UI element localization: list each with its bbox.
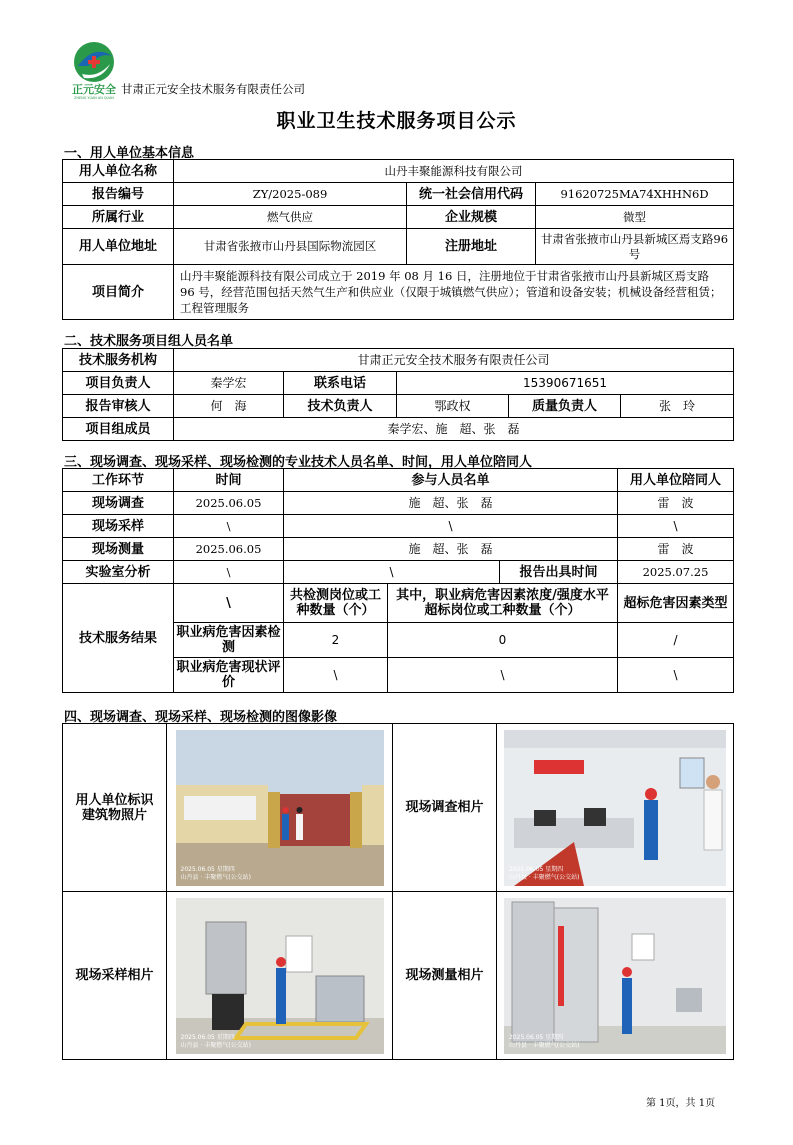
report-date-label: 报告出具时间: [500, 561, 618, 584]
company-logo: [68, 40, 120, 100]
tech-lead: 鄂政权: [397, 395, 509, 418]
survey-photo-cell: [497, 724, 734, 892]
escort: \: [618, 515, 734, 538]
sampling-photo-label: 现场采样相片: [63, 892, 167, 1060]
people: 施 超、张 磊: [284, 538, 618, 561]
result-label: 技术服务结果: [63, 584, 174, 693]
result-item: 职业病危害因素检测: [174, 623, 284, 658]
address-label: 用人单位地址: [63, 229, 174, 265]
company-header-name: 甘肃正元安全技术服务有限责任公司: [121, 82, 305, 96]
time: 2025.06.05: [174, 492, 284, 515]
project-summary: 山丹丰聚能源科技有限公司成立于 2019 年 08 月 16 日，注册地位于甘肃省张掖市山丹县新城区焉支路 96 号，经营范围包括天然气生产和供应业（仅限于城镇燃气供应）；管道和设备安装；机械设备经营租赁；工程管理服务: [174, 265, 734, 320]
org-label: 技术服务机构: [63, 349, 174, 372]
section3-heading: 三、现场调查、现场采样、现场检测的专业技术人员名单、时间，用人单位陪同人: [64, 455, 533, 470]
section2-heading: 二、技术服务项目组人员名单: [64, 334, 234, 349]
scale: 微型: [536, 206, 734, 229]
result-head-blank: \: [174, 584, 284, 623]
measure-photo: [504, 898, 726, 1054]
report-no-label: 报告编号: [63, 183, 174, 206]
logo-text: 正元安全: [72, 83, 116, 96]
measure-photo-label: 现场测量相片: [393, 892, 497, 1060]
sampling-photo-cell: [167, 892, 393, 1060]
summary-label: 项目简介: [63, 265, 174, 320]
photo-date-stamp: 2025.06.05 星期四: [509, 1033, 564, 1041]
photo-place-stamp: 山丹县 · 丰聚燃气(公交站): [180, 1041, 251, 1049]
result-type: \: [618, 658, 734, 693]
unit-info-table: [62, 159, 734, 320]
photo-date-stamp: 2025.06.05 星期四: [509, 865, 564, 873]
col-people: 参与人员名单: [284, 469, 618, 492]
result-item: 职业病危害现状评价: [174, 658, 284, 693]
people: 施 超、张 磊: [284, 492, 618, 515]
result-head-exceed: 其中，职业病危害因素浓度/强度水平超标岗位或工种数量（个）: [388, 584, 618, 623]
photo-date-stamp: 2025.06.05 星期四: [180, 1033, 235, 1041]
lab-label: 实验室分析: [63, 561, 174, 584]
time: 2025.06.05: [174, 538, 284, 561]
credit-code-label: 统一社会信用代码: [407, 183, 536, 206]
building-photo-cell: [167, 724, 393, 892]
building-photo: [176, 730, 384, 886]
result-head-count: 共检测岗位或工种数量（个）: [284, 584, 388, 623]
lab-people: \: [284, 561, 500, 584]
people: \: [284, 515, 618, 538]
industry: 燃气供应: [174, 206, 407, 229]
unit-name-label: 用人单位名称: [63, 160, 174, 183]
table-row: [63, 492, 734, 515]
stage: 现场测量: [63, 538, 174, 561]
report-no: ZY/2025-089: [174, 183, 407, 206]
result-exceed: 0: [388, 623, 618, 658]
address: 甘肃省张掖市山丹县国际物流园区: [174, 229, 407, 265]
survey-photo-label: 现场调查相片: [393, 724, 497, 892]
escort: 雷 波: [618, 538, 734, 561]
scale-label: 企业规模: [407, 206, 536, 229]
reg-address: 甘肃省张掖市山丹县新城区焉支路96号: [536, 229, 734, 265]
sampling-photo: [176, 898, 384, 1054]
unit-name: 山丹丰聚能源科技有限公司: [174, 160, 734, 183]
fieldwork-table: [62, 468, 734, 693]
result-count: \: [284, 658, 388, 693]
stage: 现场调查: [63, 492, 174, 515]
leader-label: 项目负责人: [63, 372, 174, 395]
tech-lead-label: 技术负责人: [284, 395, 397, 418]
page-number: 第 1页，共 1页: [646, 1098, 716, 1109]
contact-phone: 15390671651: [397, 372, 734, 395]
phone-label: 联系电话: [284, 372, 397, 395]
members-label: 项目组成员: [63, 418, 174, 441]
logo-subtext: ZHENG YUAN AN QUAN: [74, 96, 114, 100]
industry-label: 所属行业: [63, 206, 174, 229]
table-row: [63, 515, 734, 538]
reg-address-label: 注册地址: [407, 229, 536, 265]
document-title: 职业卫生技术服务项目公示: [276, 110, 517, 132]
escort: 雷 波: [618, 492, 734, 515]
photo-date-stamp: 2025.06.05 星期四: [180, 865, 235, 873]
table-row: [63, 538, 734, 561]
result-exceed: \: [388, 658, 618, 693]
section1-heading: 一、用人单位基本信息: [64, 146, 195, 161]
lab-time: \: [174, 561, 284, 584]
stage: 现场采样: [63, 515, 174, 538]
reviewer-label: 报告审核人: [63, 395, 174, 418]
col-time: 时间: [174, 469, 284, 492]
photo-place-stamp: 山丹县 · 丰聚燃气(公交站): [509, 1041, 580, 1049]
section4-heading: 四、现场调查、现场采样、现场检测的图像影像: [64, 710, 338, 725]
result-count: 2: [284, 623, 388, 658]
measure-photo-cell: [497, 892, 734, 1060]
result-head-type: 超标危害因素类型: [618, 584, 734, 623]
project-leader: 秦学宏: [174, 372, 284, 395]
team-members: 秦学宏、施 超、张 磊: [174, 418, 734, 441]
building-photo-label: 用人单位标识建筑物照片: [63, 724, 167, 892]
photo-table: [62, 723, 734, 1060]
photo-place-stamp: 山丹县 · 丰聚燃气(公交站): [180, 873, 251, 881]
team-table: [62, 348, 734, 441]
report-date: 2025.07.25: [618, 561, 734, 584]
quality-lead: 张 玲: [621, 395, 734, 418]
time: \: [174, 515, 284, 538]
credit-code: 91620725MA74XHHN6D: [536, 183, 734, 206]
photo-place-stamp: 山丹县 · 丰聚燃气(公交站): [509, 873, 580, 881]
quality-label: 质量负责人: [509, 395, 621, 418]
col-stage: 工作环节: [63, 469, 174, 492]
report-reviewer: 何 海: [174, 395, 284, 418]
service-org: 甘肃正元安全技术服务有限责任公司: [174, 349, 734, 372]
survey-photo: [504, 730, 726, 886]
col-escort: 用人单位陪同人: [618, 469, 734, 492]
result-type: /: [618, 623, 734, 658]
